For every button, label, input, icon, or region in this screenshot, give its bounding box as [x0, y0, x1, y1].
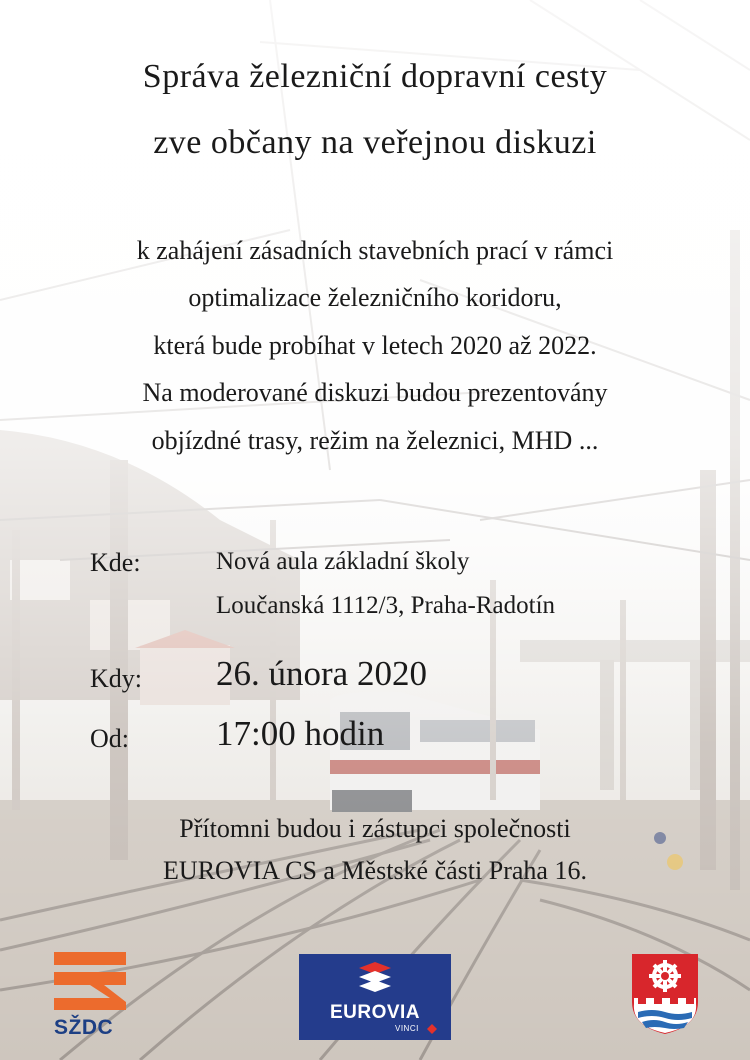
eurovia-layers-icon — [355, 962, 395, 998]
eurovia-logo — [299, 954, 451, 1040]
eurovia-sub-text: VINCI — [395, 1024, 419, 1033]
praha-16-coat-of-arms-icon — [632, 954, 698, 1034]
when-label: Kdy: — [90, 664, 142, 693]
footer-line-1: Přítomni budou i zástupci společnosti — [179, 814, 571, 843]
from-label: Od: — [90, 724, 129, 753]
title-line-2: zve občany na veřejnou diskuzi — [153, 124, 597, 161]
eurovia-logo-text: EUROVIA — [329, 1002, 421, 1023]
description-line-2: optimalizace železničního koridoru, — [188, 283, 562, 312]
footer-line-2: EUROVIA CS a Městské části Praha 16. — [163, 856, 587, 885]
where-line-1: Nová aula základní školy — [216, 548, 470, 575]
title-line-1: Správa železniční dopravní cesty — [142, 58, 608, 95]
szdc-logo — [48, 952, 130, 1042]
praha-16-crest — [632, 954, 698, 1034]
where-label: Kde: — [90, 548, 141, 577]
vinci-mark-icon — [427, 1024, 437, 1034]
when-value: 26. února 2020 — [216, 654, 427, 693]
description-line-1: k zahájení zásadních stavebních prací v rámci — [136, 236, 614, 265]
description-line-3: která bude probíhat v letech 2020 až 2022. — [153, 331, 597, 360]
where-line-2: Loučanská 1112/3, Praha-Radotín — [216, 592, 556, 619]
from-value: 17:00 hodin — [216, 714, 385, 753]
szdc-emblem-icon — [48, 952, 130, 1014]
description-line-5: objízdné trasy, režim na železnici, MHD ... — [151, 426, 599, 455]
description-line-4: Na moderované diskuzi budou prezentovány — [142, 378, 608, 407]
szdc-logo-text: SŽDC — [54, 1016, 114, 1039]
